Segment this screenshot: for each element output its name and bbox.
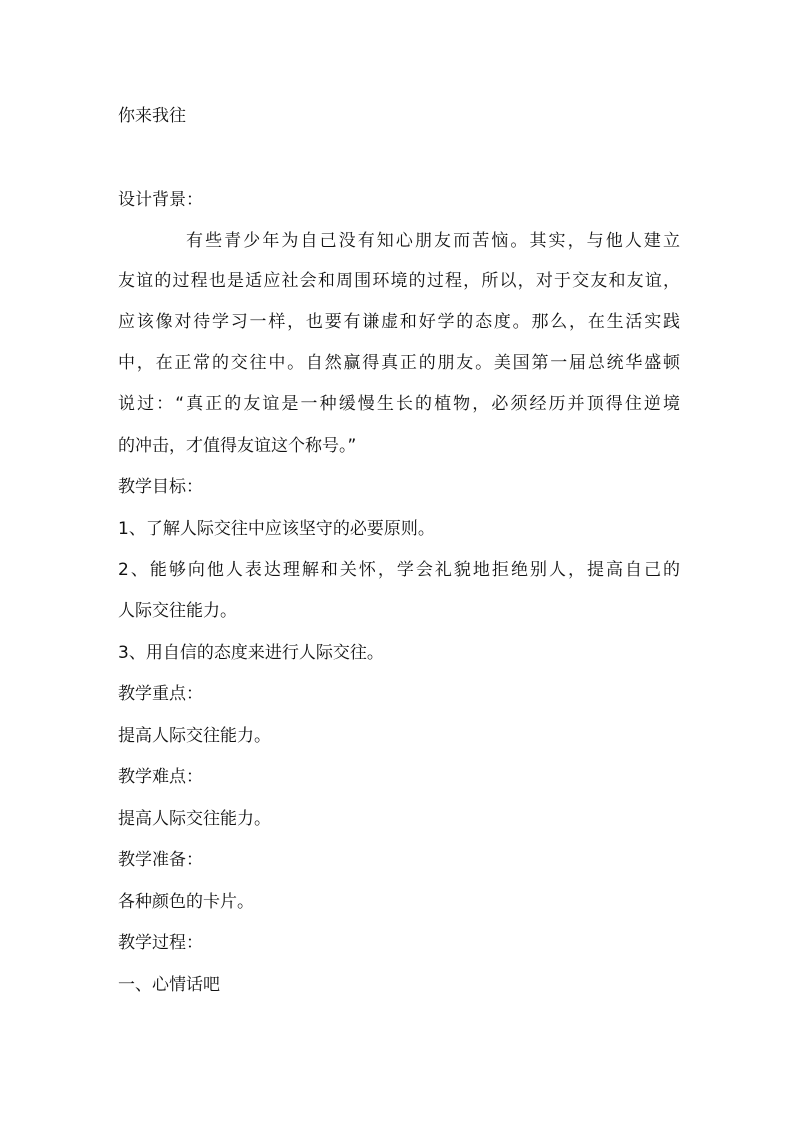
goal-item: 2、能够向他人表达理解和关怀，学会礼貌地拒绝别人，提高自己的 bbox=[118, 560, 680, 580]
background-line: 说过：“真正的友谊是一种缓慢生长的植物，必须经历并顶得住逆境 bbox=[118, 394, 680, 414]
background-line: 有些青少年为自己没有知心朋友而苦恼。其实，与他人建立 bbox=[186, 231, 680, 251]
goal-item: 3、用自信的态度来进行人际交往。 bbox=[118, 643, 384, 663]
key-heading: 教学重点： bbox=[118, 684, 203, 704]
background-line: 的冲击，才值得友谊这个称号。” bbox=[118, 436, 357, 456]
prep-heading: 教学准备： bbox=[118, 850, 203, 870]
key-text: 提高人际交往能力。 bbox=[118, 726, 271, 746]
goals-heading: 教学目标： bbox=[118, 477, 203, 497]
goal-item: 1、了解人际交往中应该坚守的必要原则。 bbox=[118, 519, 435, 539]
document-title: 你来我往 bbox=[118, 106, 186, 126]
process-heading: 教学过程： bbox=[118, 933, 203, 953]
background-line: 友谊的过程也是适应社会和周围环境的过程，所以，对于交友和友谊， bbox=[118, 271, 680, 291]
difficulty-text: 提高人际交往能力。 bbox=[118, 809, 271, 829]
difficulty-heading: 教学难点： bbox=[118, 767, 203, 787]
prep-text: 各种颜色的卡片。 bbox=[118, 892, 254, 912]
background-line: 中，在正常的交往中。自然赢得真正的朋友。美国第一届总统华盛顿 bbox=[118, 353, 680, 373]
background-line: 应该像对待学习一样，也要有谦虚和好学的态度。那么，在生活实践 bbox=[118, 312, 680, 332]
goal-item: 人际交往能力。 bbox=[118, 601, 237, 621]
background-heading: 设计背景： bbox=[118, 190, 203, 210]
process-step: 一、心情话吧 bbox=[118, 975, 220, 995]
